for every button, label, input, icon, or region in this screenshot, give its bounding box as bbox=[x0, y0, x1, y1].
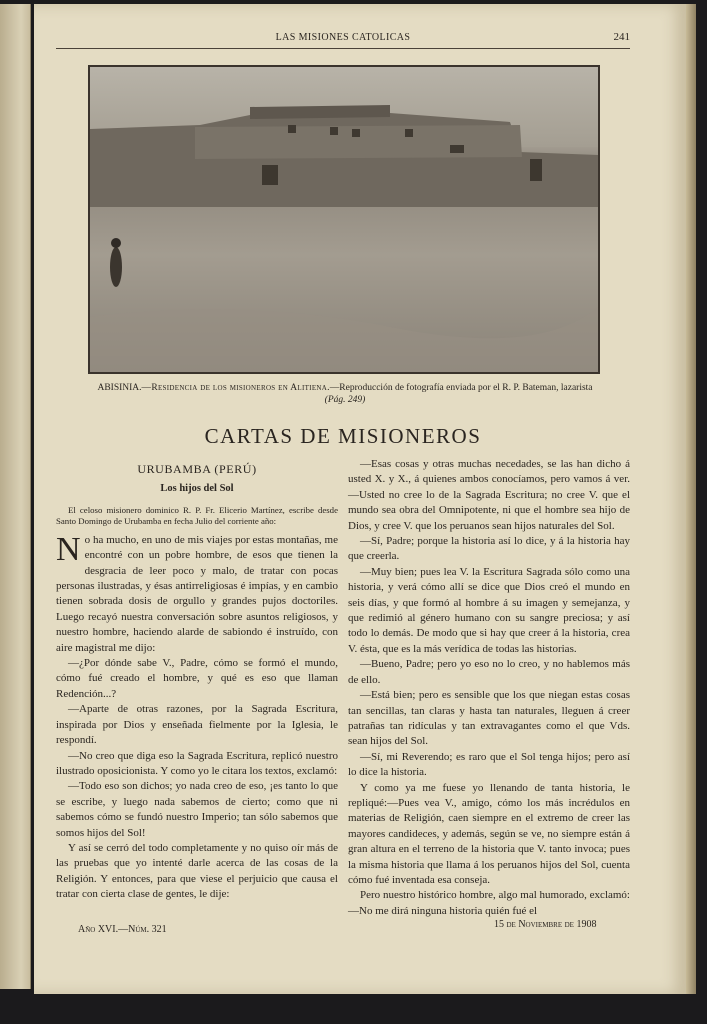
running-head bbox=[56, 26, 630, 49]
article-title: CARTAS DE MISIONEROS bbox=[204, 424, 482, 448]
figure-caption bbox=[60, 382, 630, 406]
drop-cap: N bbox=[56, 530, 81, 568]
caption-subject: —Residencia de los misioneros en Alitiena. bbox=[141, 383, 330, 393]
photograph bbox=[88, 65, 600, 374]
photo-illustration bbox=[90, 67, 598, 372]
paragraph: —Está bien; pero es sensible que los que niegan estas cosas tan sencillas, tan claras y hasta tan naturales, lleguen á creer patrañas tan ridículas y tan extravagantes como el que Vds. sean hijos del Sol. bbox=[348, 689, 630, 748]
paragraph-text: o ha mucho, en uno de mis viajes por estas montañas, me encontré con un pobre hombre, de esos que tienen la desgracia de leer poco y malo, de tratar con pocas personas ilustradas, y ésas antirreligiosas é impías, y en cambio tienen sobrada dosis de orgullo y grandes pujos doctoriles. Luego recayó nuestra conversación sobre asuntos religiosos, y nuestro hombre, haciendo alarde de sabiondo é instruído, con aire magistral me dijo: bbox=[56, 533, 338, 654]
caption-text: —Reproducción de fotografía enviada por el R. P. Bateman, lazarista bbox=[329, 383, 593, 393]
caption-ref: (Pág. 249) bbox=[324, 395, 366, 405]
background-strip bbox=[0, 994, 707, 1024]
paragraph bbox=[56, 530, 338, 656]
paragraph: —Sí, mi Reverendo; es raro que el Sol tenga hijos; pero así lo dice la historia. bbox=[348, 750, 630, 779]
paragraph: —Todo eso son dichos; yo nada creo de eso, ¡es tanto lo que se escribe, y luego nada sabemos de cierto; como que ni sabemos cómo se fundó nuestro Imperio; tan sólo sabemos que somos hijos del Sol! bbox=[56, 780, 338, 839]
paragraph: —Muy bien; pues lea V. la Escritura Sagrada sólo como una historia, y verá cómo allí se dice que Dios creó el mundo en seis días, y que formó al hombre á su imagen y semejanza, y que redimió al género humano con su sangre preciosa; y así todo lo demás. De modo que si hay que creer á la historia, crea V. ésta, que es la más verídica de todas las historias. bbox=[348, 565, 630, 655]
issue-number: Año XVI.—Núm. 321 bbox=[78, 924, 167, 935]
paragraph: —Sí, Padre; porque la historia así lo dice, y á la historia hay que creerla. bbox=[348, 535, 630, 563]
right-column bbox=[348, 457, 630, 919]
article-intro: El celoso misionero dominico R. P. Fr. Elicerio Martínez, escribe desde Santo Domingo de Urubamba en fecha Julio del corriente año: bbox=[56, 504, 338, 526]
paragraph: —Bueno, Padre; pero yo eso no lo creo, y no hablemos más de ello. bbox=[348, 658, 630, 686]
article-subtitle: Los hijos del Sol bbox=[160, 483, 234, 495]
running-title: LAS MISIONES CATOLICAS bbox=[275, 32, 411, 43]
paragraph: —Aparte de otras razones, por la Sagrada Escritura, inspirada por Dios y enseñada fielmente por la Iglesia, le respondí. bbox=[56, 703, 338, 747]
issue-date: 15 de Noviembre de 1908 bbox=[494, 919, 597, 930]
facing-page-edge bbox=[0, 4, 31, 989]
caption-place: ABISINIA. bbox=[97, 383, 142, 393]
paragraph: Y como ya me fuese yo llenando de tanta historia, le repliqué:—Pues vea V., amigo, cómo los más incrédulos en materias de Religión, caen siempre en el extremo de creer las mayores candideces, y además, según se ve, no siempre están á gran altura en el terreno de la historia que V. tanto invoca; pues la misma historia que llama á los peruanos hijos del Sol, cuenta cómo fué inventada esa conseja. bbox=[348, 781, 630, 886]
book-edge bbox=[686, 4, 696, 994]
paragraph: Y así se cerró del todo completamente y no quiso oír más de las pruebas que yo intenté darle acerca de las cosas de la Religión. Y entonces, para que viese el perjuicio que causa el tratar con cierta clase de gentes, le dije: bbox=[56, 841, 338, 901]
paragraph: —No creo que diga eso la Sagrada Escritura, replicó nuestro ilustrado oposicionista. Y como yo le citara los textos, exclamó: bbox=[56, 749, 338, 777]
article-place: URUBAMBA (PERÚ) bbox=[137, 462, 257, 476]
paragraph: —¿Por dónde sabe V., Padre, cómo se formó el mundo, cómo fué creado el hombre, y qué es eso que llaman Redención...? bbox=[56, 657, 338, 700]
left-column bbox=[56, 458, 338, 903]
paragraph: —Esas cosas y otras muchas necedades, se las han dicho á usted X. y X., á quienes ambos conocíamos, pero vamos á ver.—Usted no cree lo de la Sagrada Escritura; no cree V. que el mundo sea obra del Omnipotente, ni que el hombre sea hijo de Dios, y cree V. que los peruanos sean hijos naturales del Sol. bbox=[348, 458, 630, 532]
page-number: 241 bbox=[613, 31, 630, 43]
paragraph: Pero nuestro histórico hombre, algo mal humorado, exclamó:—No me dirá ninguna historia quién fué el bbox=[348, 889, 630, 917]
